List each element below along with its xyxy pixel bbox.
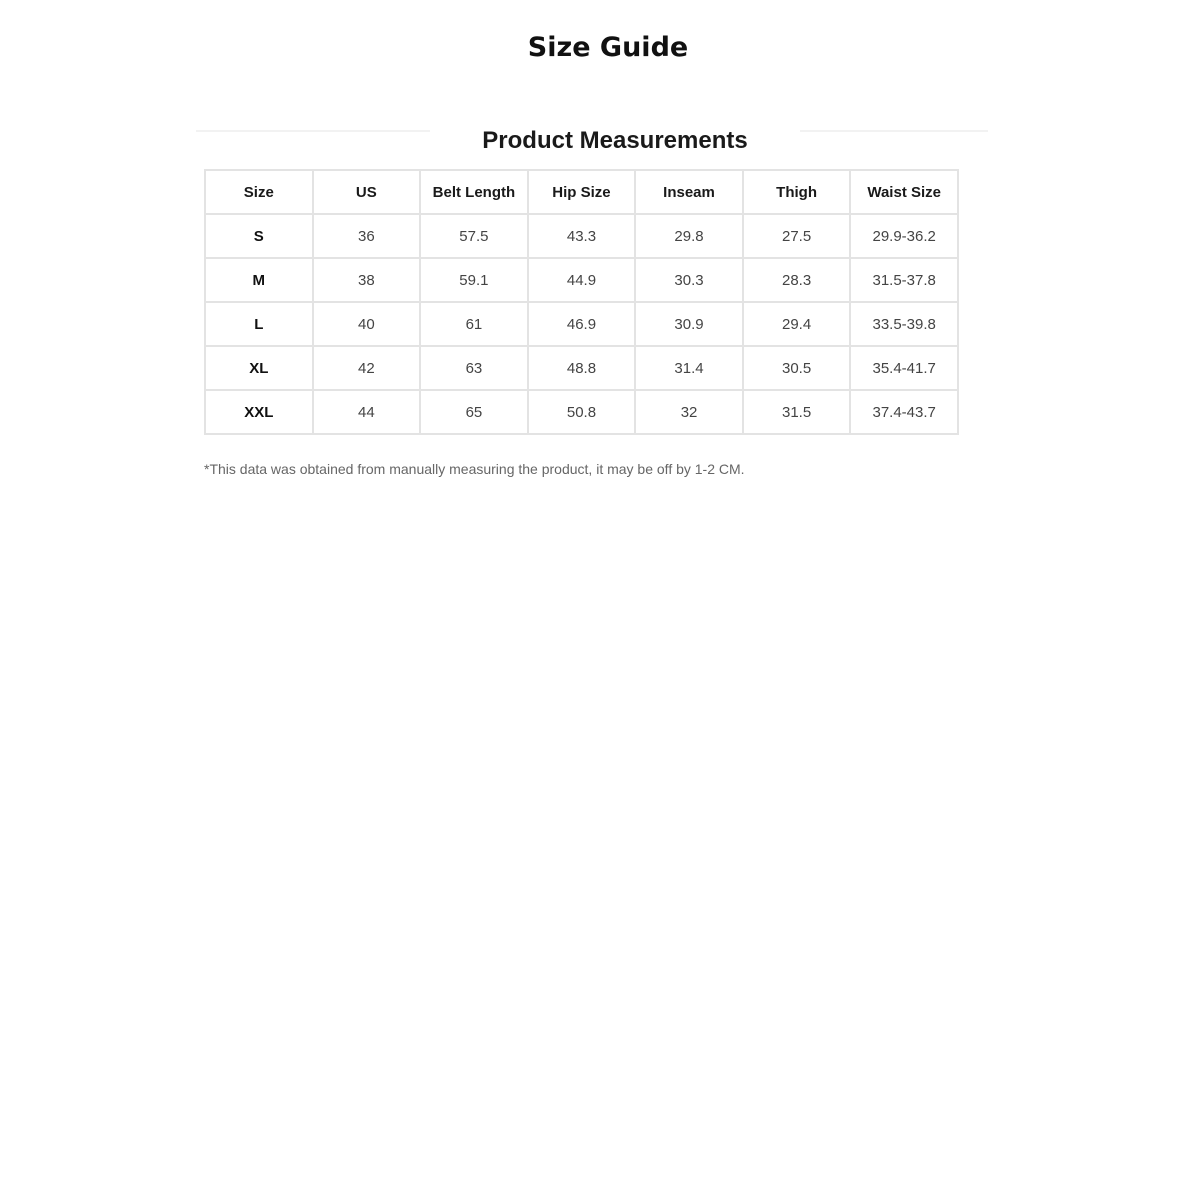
column-header-us: US bbox=[313, 170, 421, 214]
column-header-size: Size bbox=[205, 170, 313, 214]
size-table bbox=[204, 169, 959, 435]
size-cell: L bbox=[205, 302, 313, 346]
belt-length-cell: 61 bbox=[420, 302, 528, 346]
size-cell: XL bbox=[205, 346, 313, 390]
measurement-footnote: *This data was obtained from manually measuring the product, it may be off by 1-2 CM. bbox=[204, 461, 745, 477]
hip-size-cell: 43.3 bbox=[528, 214, 636, 258]
waist-size-cell: 29.9-36.2 bbox=[850, 214, 958, 258]
inseam-cell: 31.4 bbox=[635, 346, 743, 390]
inseam-cell: 30.3 bbox=[635, 258, 743, 302]
table-row bbox=[205, 302, 958, 346]
waist-size-cell: 33.5-39.8 bbox=[850, 302, 958, 346]
waist-size-cell: 31.5-37.8 bbox=[850, 258, 958, 302]
us-cell: 42 bbox=[313, 346, 421, 390]
column-header-belt-length: Belt Length bbox=[420, 170, 528, 214]
thigh-cell: 29.4 bbox=[743, 302, 851, 346]
belt-length-cell: 57.5 bbox=[420, 214, 528, 258]
hip-size-cell: 50.8 bbox=[528, 390, 636, 434]
hip-size-cell: 44.9 bbox=[528, 258, 636, 302]
us-cell: 44 bbox=[313, 390, 421, 434]
belt-length-cell: 65 bbox=[420, 390, 528, 434]
us-cell: 36 bbox=[313, 214, 421, 258]
thigh-cell: 31.5 bbox=[743, 390, 851, 434]
waist-size-cell: 35.4-41.7 bbox=[850, 346, 958, 390]
inseam-cell: 29.8 bbox=[635, 214, 743, 258]
table-row bbox=[205, 346, 958, 390]
section-divider-left bbox=[196, 130, 430, 132]
thigh-cell: 28.3 bbox=[743, 258, 851, 302]
column-header-waist-size: Waist Size bbox=[850, 170, 958, 214]
hip-size-cell: 48.8 bbox=[528, 346, 636, 390]
section-title: Product Measurements bbox=[482, 127, 748, 154]
table-row bbox=[205, 390, 958, 434]
us-cell: 40 bbox=[313, 302, 421, 346]
size-cell: XXL bbox=[205, 390, 313, 434]
waist-size-cell: 37.4-43.7 bbox=[850, 390, 958, 434]
inseam-cell: 32 bbox=[635, 390, 743, 434]
belt-length-cell: 63 bbox=[420, 346, 528, 390]
inseam-cell: 30.9 bbox=[635, 302, 743, 346]
column-header-inseam: Inseam bbox=[635, 170, 743, 214]
table-row bbox=[205, 258, 958, 302]
column-header-hip-size: Hip Size bbox=[528, 170, 636, 214]
column-header-thigh: Thigh bbox=[743, 170, 851, 214]
section-divider-right bbox=[800, 130, 988, 132]
thigh-cell: 27.5 bbox=[743, 214, 851, 258]
table-header-row bbox=[205, 170, 958, 214]
page-title: Size Guide bbox=[527, 32, 689, 63]
table-row bbox=[205, 214, 958, 258]
hip-size-cell: 46.9 bbox=[528, 302, 636, 346]
thigh-cell: 30.5 bbox=[743, 346, 851, 390]
belt-length-cell: 59.1 bbox=[420, 258, 528, 302]
size-cell: S bbox=[205, 214, 313, 258]
us-cell: 38 bbox=[313, 258, 421, 302]
size-cell: M bbox=[205, 258, 313, 302]
